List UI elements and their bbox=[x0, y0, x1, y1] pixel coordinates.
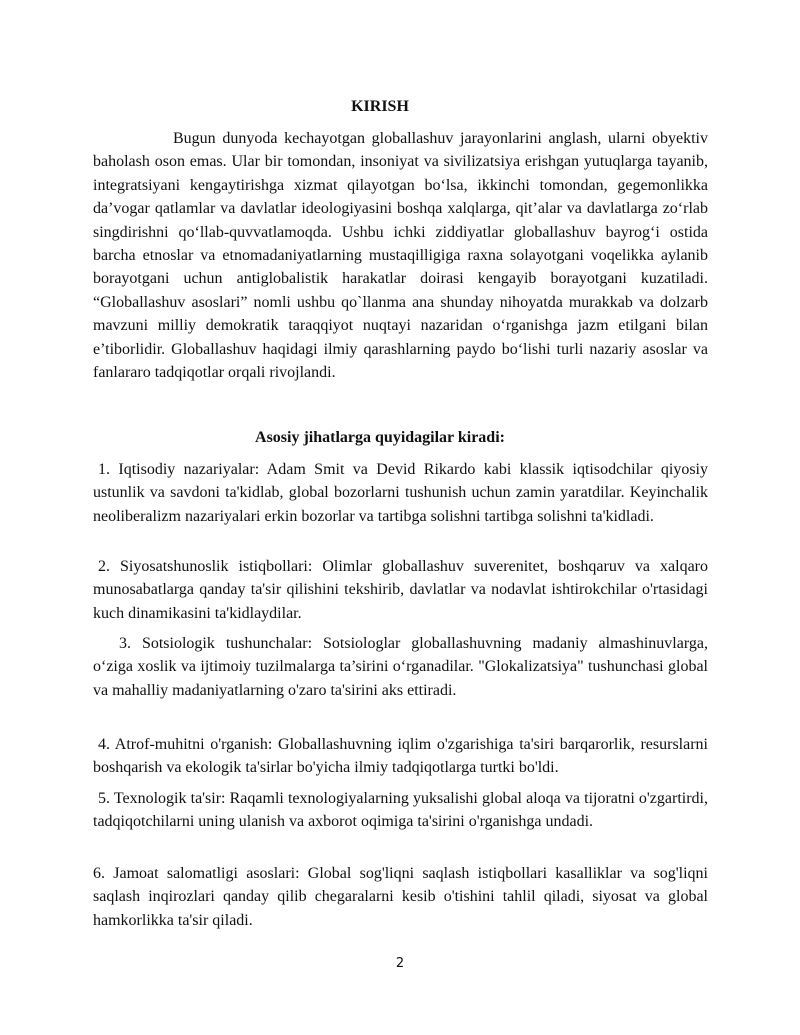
list-item-4: 4. Atrof-muhitni o'rganish: Globallashuvning iqlim o'zgarishiga ta'siri barqarorlik, resurslarni boshqarish va ekologik ta'sirlar bo'yicha ilmiy tadqiqotlarga turtki bo'ldi. bbox=[93, 736, 708, 777]
list-item-1: 1. Iqtisodiy nazariyalar: Adam Smit va Devid Rikardo kabi klassik iqtisodchilar qiyosiy ustunlik va savdoni ta'kidlab, global bozorlarni tushunish uchun zamin yaratdilar. Keyinchalik neoliberalizm nazariyalari erkin bozorlar va tartibga solishni tartibga solishni ta'kidladi. bbox=[93, 461, 708, 525]
list-item-5: 5. Texnologik ta'sir: Raqamli texnologiyalarning yuksalishi global aloqa va tijoratni o'zgartirdi, tadqiqotchilarni uning ulanish va axborot oqimiga ta'sirini o'rganishga undadi. bbox=[93, 790, 708, 831]
list-item-6: 6. Jamoat salomatligi asoslari: Global sog'liqni saqlash istiqbollari kasalliklar va sog'liqni saqlash inqirozlari qanday qilib chegaralarni kesib o'tishini tahlil qiladi, siyosat va global hamkorlikka ta'sir qiladi. bbox=[93, 865, 708, 929]
section-subheading: Asosiy jihatlarga quyidagilar kiradi: bbox=[255, 429, 505, 446]
page-title: KIRISH bbox=[351, 98, 409, 115]
page-number: 2 bbox=[395, 956, 405, 971]
list-item-2: 2. Siyosatshunoslik istiqbollari: Olimlar globallashuv suverenitet, boshqaruv va xalqaro munosabatlarga qanday ta'sir qilishini tekshirib, davlatlar va nodavlat ishtirokchilar o'rtasidagi kuch dinamikasini ta'kidlaydilar. bbox=[93, 558, 708, 622]
list-item-3: 3. Sotsiologik tushunchalar: Sotsiologlar globallashuvning madaniy almashinuvlarga, o‘ziga xoslik va ijtimoiy tuzilmalarga ta’sirini o‘rganadilar. "Glokalizatsiya" tushunchasi global va mahalliy madaniyatlarning o'zaro ta'sirini aks ettiradi. bbox=[93, 635, 708, 699]
intro-paragraph: Bugun dunyoda kechayotgan globallashuv jarayonlarini anglash, ularni obyektiv baholash oson emas. Ular bir tomondan, insoniyat va sivilizatsiya erishgan yutuqlarga tayanib, integratsiyani kengaytirishga xizmat qilayotgan bo‘lsa, ikkinchi tomondan, gegemonlikka da’vogar qatlamlar va davlatlar ideologiyasini boshqa xalqlarga, qit’alar va davlatlarga zo‘rlab singdirishni qo‘llab-quvvatlamoqda. Ushbu ichki ziddiyatlar globallashuv bayrog‘i ostida barcha etnoslar va etnomadaniyatlarning mustaqilligiga raxna solayotgani voqelikka aylanib borayotgani uchun antiglobalistik harakatlar doirasi kengayib borayotgani kuzatiladi. “Globallashuv asoslari” nomli ushbu qo`llanma ana shunday nihoyatda murakkab va dolzarb mavzuni milliy demokratik taraqqiyot nuqtayi nazaridan o‘rganishga jazm etilgani bilan e’tiborlidir. Globallashuv haqidagi ilmiy qarashlarning paydo bo‘lishi turli nazariy asoslar va fanlararo tadqiqotlar orqali rivojlandi. bbox=[93, 130, 708, 382]
